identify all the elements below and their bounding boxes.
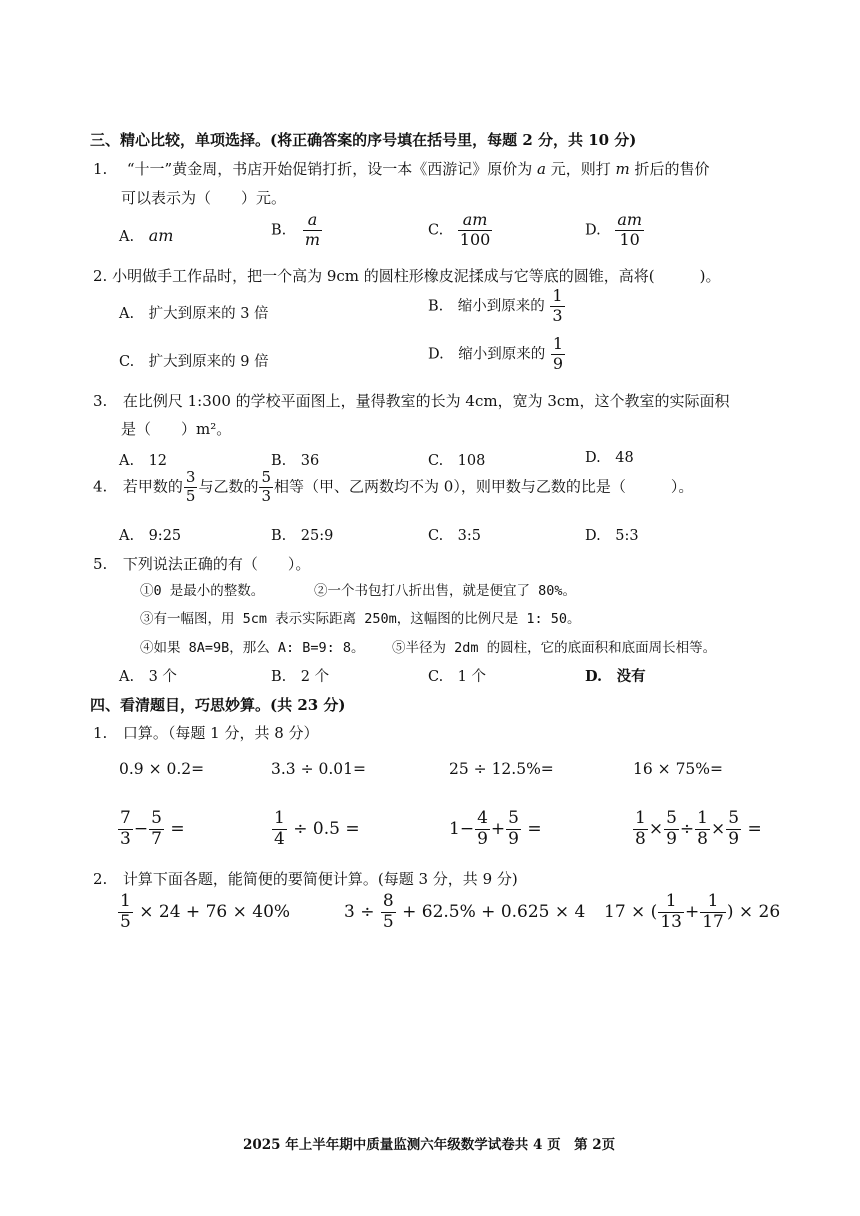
q1-option-a-label: A. [119,229,135,245]
calc-8-eq: = [747,818,762,839]
calc-7-eq: = [527,818,542,839]
expr-3-den-2: 17 [702,911,724,932]
calc-8-den-2: 9 [666,828,677,849]
calc-8 [632,810,762,849]
q4-option-a: A. 9:25 [119,528,182,544]
calc-8-op-1: × [648,818,664,839]
expr-2-num: 8 [382,891,394,911]
calc-8-den-1: 8 [635,828,646,849]
s4-q2-text: 计算下面各题，能简便的要简便计算。(每题 3 分，共 9 分) [122,870,518,888]
calc-5-frac-1 [118,810,133,849]
q1-option-d-label: D. [585,222,601,239]
q4-text-post: 相等（甲、乙两数均不为 0），则甲数与乙数的比是（ ）。 [274,477,694,496]
calc-8-op-2: ÷ [679,818,695,839]
q5-number: 5. [93,555,108,573]
calc-5 [117,810,185,849]
calc-7-frac-1 [475,810,490,849]
expr-2-frac [381,893,396,932]
q1-option-c-num: am [458,212,493,231]
q5-statement-3: ③有一幅图，用 5cm 表示实际距离 250m，这幅图的比例尺是 1: 50。 [140,611,581,627]
calc-8-den-3: 8 [697,828,708,849]
q5-option-d: D. 没有 [585,668,646,685]
q4-option-d: D. 5:3 [585,528,639,544]
q3-option-a: A. 12 [119,453,168,469]
calc-8-op-3: × [710,818,726,839]
q1-text-c: 折后的售价 [629,160,710,178]
expr-3-rest: ) × 26 [726,901,781,922]
q4-option-b: B. 25:9 [271,528,334,544]
q2-option-a: A. 扩大到原来的 3 倍 [119,306,269,322]
q4-fraction-2-num: 5 [261,468,271,486]
calc-5-op: − [133,818,149,839]
calc-7-pre: 1− [449,818,475,839]
q2-option-b-fraction [550,288,564,325]
expr-3-den-1: 13 [660,911,682,932]
q4-fraction-2 [259,470,273,505]
q1-option-c-den: 100 [459,229,491,249]
q2-option-d-num: 1 [552,334,564,353]
calc-5-frac-2 [149,810,164,849]
expr-3-num-2: 1 [700,893,726,913]
calc-5-den-1: 3 [120,828,131,849]
q4-text-pre: 若甲数的 [122,477,183,496]
q2-option-d-label: D. 缩小到原来的 [428,346,546,363]
q1-option-b-num: a [303,212,322,231]
q1-text-a: “十一”黄金周，书店开始促销打折，设一本《西游记》原价为 [126,160,537,178]
calc-6-rest: ÷ 0.5 = [293,818,360,839]
q5-option-c: C. 1 个 [428,669,487,685]
calc-8-num-4: 5 [728,808,740,828]
calc-7-num-2: 5 [508,808,519,828]
q1-line1 [93,158,710,179]
s4-q1-number: 1. [93,724,108,742]
s4-q1-text: 口算。（每题 1 分，共 8 分） [122,724,319,742]
calc-6-den: 4 [274,828,285,849]
calc-7-frac-2 [506,810,521,849]
calc-4: 16 × 75%= [633,760,724,778]
calc-7-op: + [490,818,506,839]
expr-1 [117,893,290,932]
s4-q2-number: 2. [93,870,108,888]
q1-var-a: a [536,160,546,178]
expr-1-frac [118,893,133,932]
q2-option-b-num: 1 [552,286,563,305]
calc-5-eq: = [170,818,185,839]
q5-text: 下列说法正确的有（ ）。 [122,555,311,573]
q4-text-mid: 与乙数的 [198,477,259,496]
q2-option-b [428,288,566,325]
expr-2-rest: + 62.5% + 0.625 × 4 [402,901,586,922]
calc-5-num-2: 5 [151,808,162,828]
q2-option-d-den: 9 [552,353,564,373]
q1-number: 1. [93,160,108,178]
calc-5-den-2: 7 [151,828,162,849]
q2-number: 2. [93,267,108,285]
q3-number: 3. [93,392,108,410]
q4-fraction-1-den: 5 [185,486,196,505]
q5-statement-4: ④如果 8A=9B，那么 A: B=9: 8。 [140,640,365,656]
calc-6 [271,810,360,849]
expr-1-den: 5 [120,911,131,932]
calc-1: 0.9 × 0.2= [119,760,205,778]
q1-option-b-fraction [303,212,322,249]
expr-3-pre: 17 × ( [604,901,658,922]
expr-3-frac-2 [700,893,726,932]
q1-option-c-fraction [458,212,493,249]
s4-q2-line [93,868,518,889]
calc-8-frac-2 [664,810,679,849]
q2-option-b-label: B. 缩小到原来的 [428,298,545,315]
q1-text-b: 元，则打 [545,160,616,178]
q5-option-a: A. 3 个 [119,669,177,685]
expr-1-num: 1 [120,891,131,911]
q4-fraction-1 [184,470,198,505]
calc-3: 25 ÷ 12.5%= [449,760,554,778]
q5-statement-5: ⑤半径为 2dm 的圆柱，它的底面积和底面周长相等。 [392,640,717,656]
q1-option-b [271,212,323,249]
calc-8-num-3: 1 [697,808,708,828]
expr-1-rest: × 24 + 76 × 40% [139,901,291,922]
q1-option-a [119,226,173,245]
q2-option-d-fraction [551,336,565,373]
q3-option-b: B. 36 [271,453,320,469]
expr-2 [344,893,585,932]
calc-5-num-1: 7 [120,808,131,828]
q1-var-m: m [615,160,630,178]
expr-2-den: 5 [382,911,394,932]
q2-line [93,265,721,286]
q3-line1 [93,390,730,411]
q2-option-b-den: 3 [552,305,563,325]
calc-8-num-2: 5 [666,808,677,828]
q1-line2: 可以表示为（ ）元。 [121,189,287,207]
q2-option-c: C. 扩大到原来的 9 倍 [119,354,269,370]
section3-title: 三、精心比较，单项选择。(将正确答案的序号填在括号里，每题 2 分，共 10 分) [90,131,637,149]
calc-7-den-2: 9 [508,828,519,849]
q5-option-b: B. 2 个 [271,669,330,685]
q1-option-d-fraction [615,212,644,249]
calc-8-frac-1 [633,810,648,849]
q1-option-c-label: C. [428,222,444,239]
q1-option-c [428,212,493,249]
expr-3-op: + [684,901,700,922]
calc-8-frac-4 [726,810,741,849]
q3-option-d: D. 48 [585,450,634,466]
q4-fraction-2-den: 3 [261,486,271,505]
q1-option-a-value: am [148,226,174,245]
q4-option-c: C. 3:5 [428,528,482,544]
calc-2: 3.3 ÷ 0.01= [271,760,366,778]
calc-8-frac-3 [695,810,710,849]
q1-option-d [585,212,645,249]
q4-fraction-1-num: 3 [185,468,196,486]
section4-title: 四、看清题目，巧思妙算。(共 23 分) [90,696,346,714]
q4-line [93,470,693,505]
calc-6-frac [272,810,287,849]
expr-3-frac-1 [658,893,684,932]
calc-7-den-1: 9 [477,828,488,849]
q1-option-b-den: m [304,229,321,249]
q3-line2: 是（ ）m²。 [121,420,232,438]
q2-text: 小明做手工作品时，把一个高为 9cm 的圆柱形橡皮泥揉成与它等底的圆锥，高将( )。 [112,267,721,285]
expr-2-pre: 3 ÷ [344,901,375,922]
q4-number: 4. [93,477,108,496]
q1-option-b-label: B. [271,222,287,239]
calc-6-num: 1 [274,808,285,828]
q3-text: 在比例尺 1:300 的学校平面图上，量得教室的长为 4cm，宽为 3cm，这个教室的实际面积 [122,392,730,410]
expr-3-num-1: 1 [658,893,684,913]
q3-option-c: C. 108 [428,453,486,469]
q2-option-d [428,336,566,373]
calc-8-den-4: 9 [728,828,740,849]
expr-3 [604,893,780,932]
q1-option-d-den: 10 [619,229,640,249]
q5-statement-1: ①0 是最小的整数。 [140,583,265,599]
calc-7-num-1: 4 [477,808,488,828]
q5-statement-2: ②一个书包打八折出售，就是便宜了 80%。 [314,583,577,599]
page-footer: 2025 年上半年期中质量监测六年级数学试卷共 4 页 第 2页 [243,1137,616,1153]
q1-option-d-num: am [617,210,643,229]
calc-8-num-1: 1 [635,808,646,828]
s4-q1-line [93,722,319,743]
calc-7 [449,810,542,849]
q5-line [93,553,310,574]
